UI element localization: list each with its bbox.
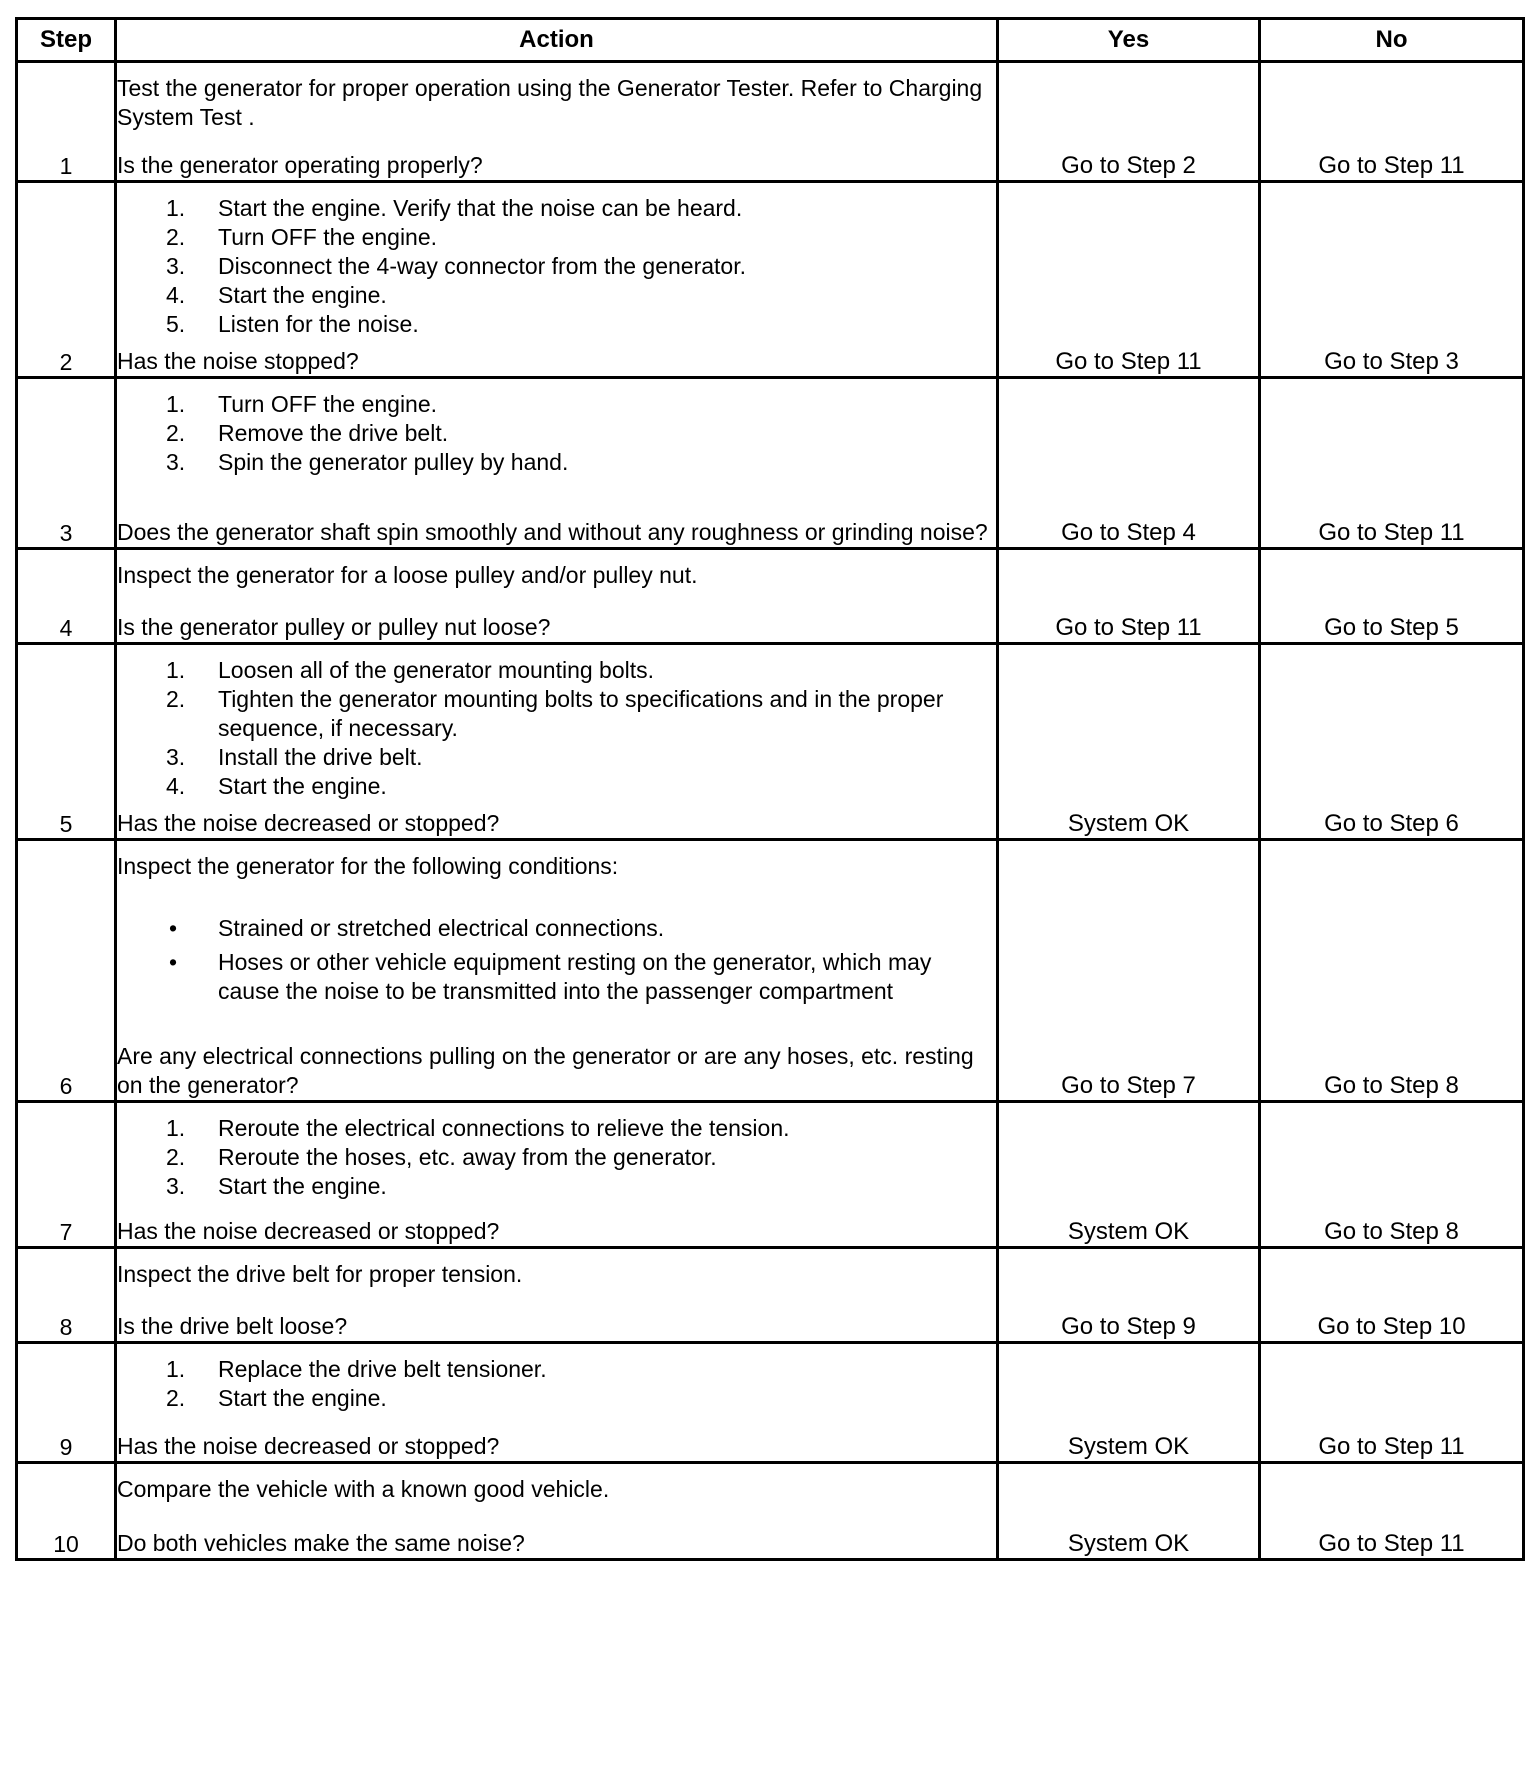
- bullet-list: [117, 914, 996, 1006]
- yes-result: Go to Step 4: [998, 378, 1260, 549]
- item-number: 2.: [166, 420, 186, 446]
- list-item: [117, 1384, 996, 1413]
- no-result: Go to Step 11: [1260, 1463, 1524, 1560]
- table-row: [17, 182, 1524, 378]
- yes-result: Go to Step 2: [998, 62, 1260, 182]
- action-intro: Inspect the drive belt for proper tension.: [117, 1261, 523, 1287]
- list-item: [117, 194, 996, 223]
- header-action: Action: [116, 19, 998, 62]
- item-text: Hoses or other vehicle equipment resting on the generator, which may cause the noise to be transmitted into the passenger compartment: [218, 949, 932, 1004]
- list-item: [117, 948, 996, 1006]
- list-item: [117, 656, 996, 685]
- list-item: [117, 448, 996, 477]
- numbered-steps: [117, 194, 996, 339]
- item-number: 1.: [166, 657, 186, 683]
- action-question: Has the noise decreased or stopped?: [117, 810, 500, 836]
- action-question: Is the generator operating properly?: [117, 152, 483, 178]
- yes-result: Go to Step 7: [998, 840, 1260, 1102]
- list-item: [117, 223, 996, 252]
- no-result: Go to Step 10: [1260, 1248, 1524, 1343]
- action-cell: [116, 644, 998, 840]
- no-result: Go to Step 3: [1260, 182, 1524, 378]
- action-question: Has the noise decreased or stopped?: [117, 1433, 500, 1459]
- step-number: 7: [17, 1102, 116, 1248]
- header-step: Step: [17, 19, 116, 62]
- list-item: [117, 252, 996, 281]
- item-text: Tighten the generator mounting bolts to specifications and in the proper sequence, if necessary.: [218, 686, 944, 741]
- action-instructions: [117, 561, 996, 590]
- table-row: [17, 549, 1524, 644]
- item-number: 3.: [166, 449, 186, 475]
- numbered-steps: [117, 390, 996, 477]
- list-item: [117, 1114, 996, 1143]
- no-result: Go to Step 8: [1260, 840, 1524, 1102]
- item-number: 2.: [166, 1385, 186, 1411]
- item-number: 5.: [166, 311, 186, 337]
- no-result: Go to Step 6: [1260, 644, 1524, 840]
- action-question: Has the noise decreased or stopped?: [117, 1218, 500, 1244]
- action-instructions: [117, 1114, 996, 1201]
- table-body: [17, 62, 1524, 1560]
- numbered-steps: [117, 656, 996, 801]
- item-number: 2.: [166, 686, 186, 712]
- item-number: 4.: [166, 773, 186, 799]
- item-text: Reroute the hoses, etc. away from the generator.: [218, 1144, 717, 1170]
- item-text: Turn OFF the engine.: [218, 391, 438, 417]
- table-row: [17, 1248, 1524, 1343]
- action-question: Do both vehicles make the same noise?: [117, 1530, 525, 1556]
- action-cell: [116, 1102, 998, 1248]
- action-instructions: [117, 1260, 996, 1289]
- action-cell: [116, 182, 998, 378]
- action-question: Has the noise stopped?: [117, 348, 359, 374]
- item-number: 3.: [166, 1173, 186, 1199]
- table-row: [17, 378, 1524, 549]
- list-item: [117, 772, 996, 801]
- item-number: 1.: [166, 1356, 186, 1382]
- item-number: 2.: [166, 224, 186, 250]
- action-question: Are any electrical connections pulling on the generator or are any hoses, etc. resting on the generator?: [117, 1043, 974, 1098]
- step-number: 3: [17, 378, 116, 549]
- no-result: Go to Step 8: [1260, 1102, 1524, 1248]
- action-intro: Inspect the generator for a loose pulley and/or pulley nut.: [117, 562, 698, 588]
- item-text: Replace the drive belt tensioner.: [218, 1356, 547, 1382]
- bullet-icon: •: [169, 915, 178, 941]
- action-cell: [116, 840, 998, 1102]
- action-instructions: [117, 194, 996, 339]
- yes-result: System OK: [998, 644, 1260, 840]
- item-text: Start the engine.: [218, 1173, 387, 1199]
- item-text: Start the engine.: [218, 282, 387, 308]
- item-number: 3.: [166, 253, 186, 279]
- step-number: 4: [17, 549, 116, 644]
- action-question: Is the drive belt loose?: [117, 1313, 348, 1339]
- table-row: [17, 1343, 1524, 1463]
- item-text: Install the drive belt.: [218, 744, 423, 770]
- action-instructions: [117, 1475, 996, 1504]
- yes-result: Go to Step 11: [998, 549, 1260, 644]
- table-row: [17, 1463, 1524, 1560]
- no-result: Go to Step 11: [1260, 62, 1524, 182]
- list-item: [117, 390, 996, 419]
- step-number: 10: [17, 1463, 116, 1560]
- action-instructions: [117, 656, 996, 801]
- list-item: [117, 1143, 996, 1172]
- table-row: [17, 1102, 1524, 1248]
- list-item: [117, 419, 996, 448]
- action-intro: Compare the vehicle with a known good vehicle.: [117, 1476, 610, 1502]
- table-row: [17, 62, 1524, 182]
- no-result: Go to Step 11: [1260, 378, 1524, 549]
- numbered-steps: [117, 1355, 996, 1413]
- list-item: [117, 685, 996, 743]
- header-row: [17, 19, 1524, 62]
- item-text: Turn OFF the engine.: [218, 224, 438, 250]
- step-number: 5: [17, 644, 116, 840]
- item-text: Strained or stretched electrical connections.: [218, 915, 665, 941]
- action-intro: Test the generator for proper operation using the Generator Tester. Refer to Charging System Test .: [117, 75, 983, 130]
- item-text: Loosen all of the generator mounting bolts.: [218, 657, 655, 683]
- action-cell: [116, 1343, 998, 1463]
- item-number: 3.: [166, 744, 186, 770]
- list-item: [117, 1355, 996, 1384]
- list-item: [117, 743, 996, 772]
- header-no: No: [1260, 19, 1524, 62]
- yes-result: Go to Step 9: [998, 1248, 1260, 1343]
- action-cell: [116, 549, 998, 644]
- action-instructions: [117, 852, 996, 1011]
- step-number: 6: [17, 840, 116, 1102]
- yes-result: System OK: [998, 1343, 1260, 1463]
- no-result: Go to Step 11: [1260, 1343, 1524, 1463]
- action-intro: Inspect the generator for the following conditions:: [117, 853, 619, 879]
- header-yes: Yes: [998, 19, 1260, 62]
- item-number: 1.: [166, 1115, 186, 1141]
- action-question: Is the generator pulley or pulley nut loose?: [117, 614, 551, 640]
- numbered-steps: [117, 1114, 996, 1201]
- step-number: 9: [17, 1343, 116, 1463]
- item-text: Reroute the electrical connections to relieve the tension.: [218, 1115, 790, 1141]
- item-text: Remove the drive belt.: [218, 420, 449, 446]
- list-item: [117, 1172, 996, 1201]
- list-item: [117, 310, 996, 339]
- step-number: 8: [17, 1248, 116, 1343]
- action-instructions: [117, 74, 996, 132]
- action-instructions: [117, 390, 996, 477]
- no-result: Go to Step 5: [1260, 549, 1524, 644]
- action-cell: [116, 1248, 998, 1343]
- list-item: [117, 281, 996, 310]
- action-cell: [116, 378, 998, 549]
- item-text: Start the engine.: [218, 773, 387, 799]
- table-row: [17, 840, 1524, 1102]
- item-text: Disconnect the 4-way connector from the generator.: [218, 253, 747, 279]
- action-question: Does the generator shaft spin smoothly and without any roughness or grinding noise?: [117, 519, 988, 545]
- item-number: 4.: [166, 282, 186, 308]
- step-number: 2: [17, 182, 116, 378]
- action-instructions: [117, 1355, 996, 1413]
- table-row: [17, 644, 1524, 840]
- action-cell: [116, 62, 998, 182]
- item-number: 2.: [166, 1144, 186, 1170]
- item-number: 1.: [166, 195, 186, 221]
- yes-result: System OK: [998, 1102, 1260, 1248]
- yes-result: System OK: [998, 1463, 1260, 1560]
- list-item: [117, 914, 996, 943]
- item-text: Start the engine. Verify that the noise can be heard.: [218, 195, 743, 221]
- step-number: 1: [17, 62, 116, 182]
- diagnostic-table: [15, 17, 1525, 1561]
- item-text: Listen for the noise.: [218, 311, 419, 337]
- item-text: Spin the generator pulley by hand.: [218, 449, 569, 475]
- yes-result: Go to Step 11: [998, 182, 1260, 378]
- bullet-icon: •: [169, 949, 178, 975]
- item-number: 1.: [166, 391, 186, 417]
- item-text: Start the engine.: [218, 1385, 387, 1411]
- action-cell: [116, 1463, 998, 1560]
